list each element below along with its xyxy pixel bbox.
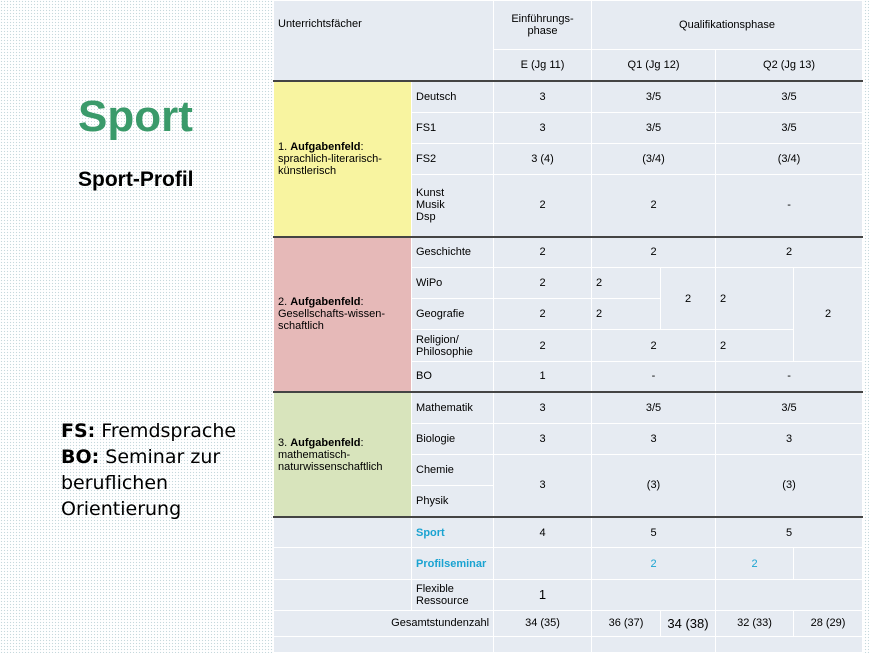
table-row (274, 579, 863, 610)
subject-kunst-musik-dsp (412, 174, 494, 236)
total-row (274, 610, 863, 636)
legend-bo-abbr: BO: (61, 446, 100, 468)
total-q2b: 28 (29) (794, 610, 863, 636)
value-q1: 3/5 (592, 81, 716, 112)
header-subjects: Unterrichtsfächer (274, 1, 494, 81)
empty-cell (716, 636, 863, 652)
header-q2: Q2 (Jg 13) (716, 50, 863, 81)
empty-cell (494, 636, 592, 652)
subject-deutsch: Deutsch (412, 81, 494, 112)
value-q1: 2 (592, 548, 716, 579)
value-q2: 5 (716, 517, 863, 548)
af1-suffix: : sprachlich-literarisch-künstlerisch (278, 140, 382, 177)
subject-religion: Religion/ Philosophie (412, 330, 494, 361)
af2-prefix: 2. (278, 296, 291, 309)
value-e: 3 (4) (494, 143, 592, 174)
value-q1: 2 (592, 330, 716, 361)
value-e: 2 (494, 268, 592, 299)
value-q1 (592, 579, 716, 610)
value-e: 3 (494, 392, 592, 423)
subject-mathematik: Mathematik (412, 392, 494, 423)
af3-prefix: 3. (278, 436, 291, 449)
af1-bold: Aufgabenfeld (290, 140, 361, 153)
subject-profilseminar: Profilseminar (412, 548, 494, 579)
legend-fs-abbr: FS: (61, 420, 96, 442)
header-intro-phase: Einführungs-phase (494, 1, 592, 50)
af1-prefix: 1. (278, 140, 291, 153)
header-q1: Q1 (Jg 12) (592, 50, 716, 81)
value-e: 3 (494, 112, 592, 143)
value-q2: 2 (716, 548, 794, 579)
value-q1: 5 (592, 517, 716, 548)
empty-row (274, 636, 863, 652)
legend-fs-text: Fremdsprache (95, 420, 237, 442)
af2-suffix: : Gesellschafts-wissen-schaftlich (278, 296, 385, 333)
value-q2: 3/5 (716, 81, 863, 112)
empty-cell (274, 579, 412, 610)
subject-fs2: FS2 (412, 143, 494, 174)
table-row (274, 517, 863, 548)
value-q1: (3/4) (592, 143, 716, 174)
value-q1-wipo: 2 (592, 268, 661, 299)
table-row (274, 392, 863, 423)
value-q2 (716, 579, 863, 610)
table-row (274, 237, 863, 268)
value-e: 3 (494, 455, 592, 517)
subject-sport: Sport (412, 517, 494, 548)
value-q2-wipo-geografie: 2 (716, 268, 794, 330)
value-e: 3 (494, 81, 592, 112)
value-e: 2 (494, 330, 592, 361)
value-e: 2 (494, 299, 592, 330)
value-e: 2 (494, 237, 592, 268)
af2-label (274, 237, 412, 393)
subject-fs1: FS1 (412, 112, 494, 143)
header-row-1 (274, 1, 863, 50)
value-q2: 2 (716, 237, 863, 268)
table-row (274, 548, 863, 579)
value-q2: - (716, 361, 863, 392)
legend-fs (61, 418, 266, 444)
legend-bo-text: Seminar zur beruflichen Orientierung (61, 446, 221, 520)
af3-label (274, 392, 412, 517)
value-q2: 3 (716, 423, 863, 454)
subject-chemie: Chemie (412, 455, 494, 486)
af3-suffix: : mathematisch-naturwissenschaftlich (278, 436, 383, 473)
subject-geografie: Geografie (412, 299, 494, 330)
value-q2: 3/5 (716, 392, 863, 423)
empty-cell (274, 636, 494, 652)
subject-physik: Physik (412, 486, 494, 517)
subject-biologie: Biologie (412, 423, 494, 454)
subject-wipo: WiPo (412, 268, 494, 299)
value-e: 1 (494, 579, 592, 610)
value-q2: 2 (716, 330, 794, 361)
subject-geschichte: Geschichte (412, 237, 494, 268)
value-q1: 2 (592, 237, 716, 268)
value-q1: 3 (592, 423, 716, 454)
header-qual-phase: Qualifikationsphase (592, 1, 863, 50)
value-q2: 3/5 (716, 112, 863, 143)
slide-title: Sport (78, 92, 193, 141)
value-q2: - (716, 174, 863, 236)
value-e: 4 (494, 517, 592, 548)
legend-bo (61, 444, 266, 522)
value-q1-geografie: 2 (592, 299, 661, 330)
value-q1: 2 (592, 174, 716, 236)
table-row (274, 81, 863, 112)
value-q2: (3) (716, 455, 863, 517)
total-q1b: 34 (38) (661, 610, 716, 636)
af1-label (274, 81, 412, 237)
curriculum-table (273, 0, 863, 653)
value-e: 3 (494, 423, 592, 454)
af2-bold: Aufgabenfeld (290, 296, 361, 309)
subject-dsp: Dsp (416, 211, 436, 224)
af3-bold: Aufgabenfeld (290, 436, 361, 449)
value-q2: (3/4) (716, 143, 863, 174)
empty-cell (274, 517, 412, 548)
abbreviation-legend (61, 418, 266, 522)
value-e: 1 (494, 361, 592, 392)
value-e (494, 548, 592, 579)
value-q1: 3/5 (592, 112, 716, 143)
total-q2a: 32 (33) (716, 610, 794, 636)
value-q1-wipo-geografie: 2 (661, 268, 716, 330)
header-e: E (Jg 11) (494, 50, 592, 81)
empty-cell (274, 548, 412, 579)
value-q1: - (592, 361, 716, 392)
empty-cell (794, 548, 863, 579)
subject-bo: BO (412, 361, 494, 392)
total-label: Gesamtstundenzahl (274, 610, 494, 636)
value-q1: 3/5 (592, 392, 716, 423)
empty-cell (592, 636, 716, 652)
value-q1: (3) (592, 455, 716, 517)
subject-kunst: Kunst (416, 187, 445, 200)
subject-flexible-ressource: Flexible Ressource (412, 579, 494, 610)
total-q1a: 36 (37) (592, 610, 661, 636)
value-q2-combined: 2 (794, 268, 863, 361)
slide-subtitle: Sport-Profil (78, 168, 194, 191)
total-e: 34 (35) (494, 610, 592, 636)
value-e: 2 (494, 174, 592, 236)
subject-musik: Musik (416, 199, 445, 212)
